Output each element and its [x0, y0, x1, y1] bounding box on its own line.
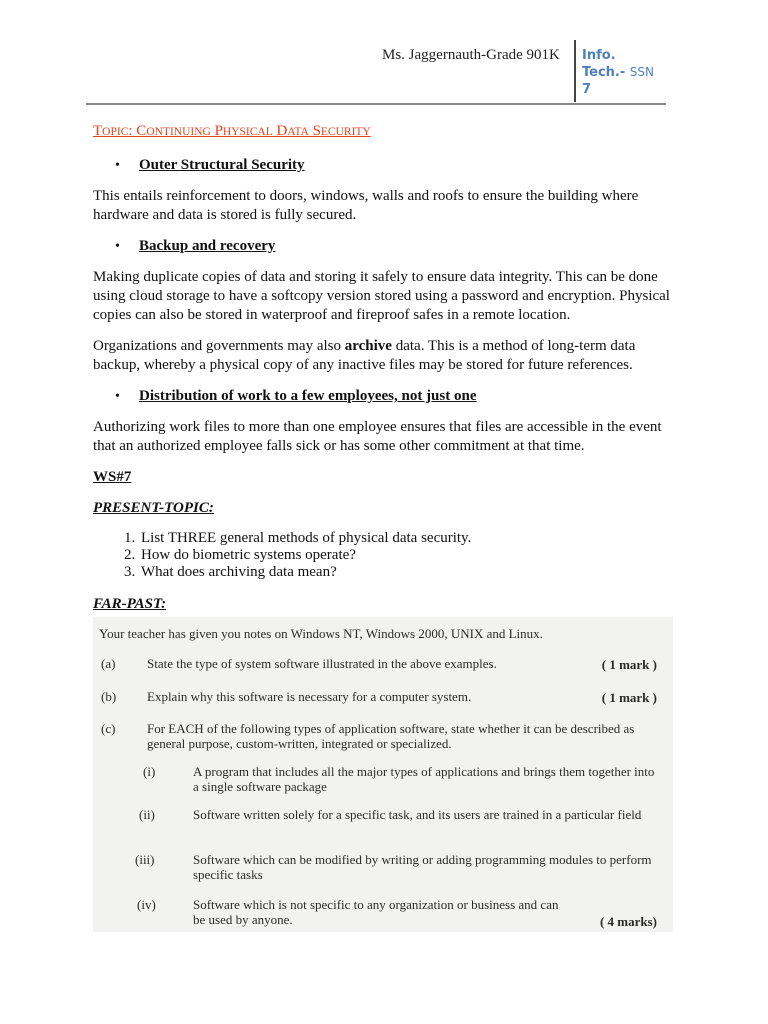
subject-line3: 7 — [582, 82, 592, 97]
subquestion-text: Software written solely for a specific task, and its users are trained in a particular field — [193, 807, 642, 822]
bullet-dot: • — [115, 158, 120, 173]
archive-text — [93, 337, 673, 375]
topic-prefix: TOPIC — [93, 123, 129, 139]
subquestion-label: (i) — [143, 764, 156, 779]
archive-post: data. This is a method of long-term data backup, whereby a physical copy of any inactive files may be stored for future references. — [93, 338, 636, 373]
question-c-mark: ( 4 marks) — [599, 914, 657, 929]
subject-line2 — [582, 64, 672, 81]
backup-heading: Backup and recovery — [139, 238, 276, 254]
teacher-name: Ms. Jaggernauth-Grade 901K — [382, 47, 560, 63]
topic-heading — [93, 122, 673, 142]
header-divider — [574, 40, 576, 102]
subquestion-text: Software which is not specific to any organization or business and can be used by anyone. — [193, 897, 559, 927]
worksheet-label: WS#7 — [93, 469, 132, 485]
topic-word: SECURITY — [312, 123, 371, 139]
exam-intro: Your teacher has given you notes on Windows NT, Windows 2000, UNIX and Linux. — [99, 626, 543, 641]
present-topic-questions — [93, 530, 673, 581]
subquestion-label: (iv) — [137, 897, 156, 912]
question-b-mark: ( 1 mark ) — [601, 690, 657, 705]
archive-word: archive — [344, 338, 392, 354]
subquestion-text: A program that includes all the major types of applications and brings them together into a single software package — [193, 764, 655, 794]
topic-word: DATA — [276, 123, 309, 139]
subject-line2-text: Tech.- — [582, 65, 626, 80]
question-a-text: State the type of system software illustrated in the above examples. — [147, 656, 497, 671]
bullet-backup — [93, 237, 673, 256]
distribution-heading: Distribution of work to a few employees, not just one — [139, 388, 477, 404]
subquestion-label: (iii) — [135, 852, 155, 867]
subject-ssn: SSN — [629, 65, 655, 79]
bullet-dot: • — [115, 389, 120, 404]
question-item: 2. How do biometric systems operate? — [139, 547, 673, 564]
question-a-mark: ( 1 mark ) — [601, 657, 657, 672]
question-b-text: Explain why this software is necessary for a computer system. — [147, 689, 472, 704]
far-past-heading: FAR-PAST: — [93, 596, 167, 612]
outer-security-text: This entails reinforcement to doors, windows, walls and roofs to ensure the building where hardware and data is stored is fully secured. — [93, 188, 639, 223]
question-a-label: (a) — [101, 656, 116, 671]
archive-pre: Organizations and governments may also — [93, 338, 345, 354]
question-item: 3. What does archiving data mean? — [139, 564, 673, 581]
present-topic-heading: PRESENT-TOPIC: — [93, 500, 214, 516]
subject-line1: Info. — [582, 48, 616, 63]
header-rule — [86, 103, 666, 105]
bullet-outer-security — [93, 156, 673, 175]
question-c-text: For EACH of the following types of application software, state whether it can be described as general purpose, custom-written, integrated or specialized. — [147, 721, 635, 751]
subquestion-text: Software which can be modified by writing or adding programming modules to perform specific tasks — [193, 852, 652, 882]
topic-separator: : — [128, 123, 137, 139]
bullet-distribution — [93, 387, 673, 406]
subject-label — [582, 47, 672, 98]
topic-word: PHYSICAL — [214, 123, 273, 139]
backup-text: Making duplicate copies of data and storing it safely to ensure data integrity. This can be done using cloud storage to have a softcopy version stored using a password and encryption. Physical copies can also be stored in waterproof and fireproof safes in a remote location. — [93, 269, 670, 323]
outer-security-heading: Outer Structural Security — [139, 157, 305, 173]
scanned-exam-excerpt — [93, 617, 673, 932]
question-c-label: (c) — [101, 721, 116, 736]
topic-word: CONTINUING — [136, 123, 211, 139]
distribution-text: Authorizing work files to more than one employee ensures that files are accessible in the event that an authorized employee falls sick or has some other commitment at that time. — [93, 419, 662, 454]
question-b-label: (b) — [101, 689, 117, 704]
subquestion-label: (ii) — [139, 807, 155, 822]
question-item: 1. List THREE general methods of physical data security. — [139, 530, 673, 547]
document-body — [93, 122, 673, 614]
bullet-dot: • — [115, 239, 120, 254]
